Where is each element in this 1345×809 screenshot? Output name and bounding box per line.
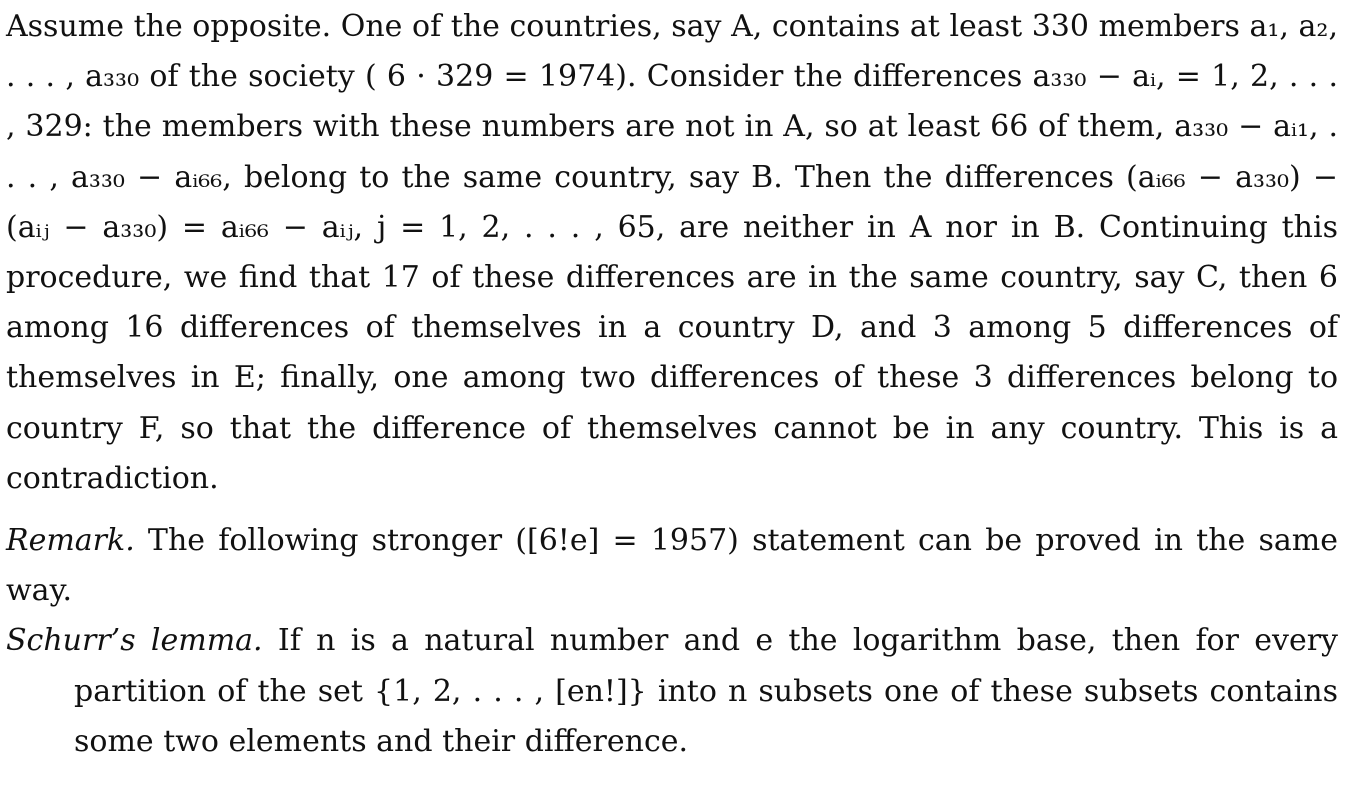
remark-text: The following stronger ([6!e] = 1957) statement can be proved in the same way.: [6, 523, 1338, 609]
lemma-text: If n is a natural number and e the logarithm base, then for every partition of the set {1, 2, . . . , [en!]} into n subsets one of these subsets contains some two elements and their difference.: [74, 623, 1338, 759]
lemma-paragraph: [6, 616, 1338, 767]
document-page: [6, 0, 1338, 767]
remark-label: Remark.: [6, 523, 135, 559]
lemma-label: Schurr’s lemma.: [6, 623, 263, 659]
proof-paragraph: Assume the opposite. One of the countries, say A, contains at least 330 members a₁, a₂, . . . , a₃₃₀ of the society ( 6 · 329 = 1974). Consider the differences a₃₃₀ − aᵢ, = 1, 2, . . . , 329: the members with these numbers are not in A, so at least 66 of them, a₃₃₀ − aᵢ₁, . . . , a₃₃₀ − aᵢ₆₆, belong to the same country, say B. Then the differences (aᵢ₆₆ − a₃₃₀) − (aᵢⱼ − a₃₃₀) = aᵢ₆₆ − aᵢⱼ, j = 1, 2, . . . , 65, are neither in A nor in B. Continuing this procedure, we find that 17 of these differences are in the same country, say C, then 6 among 16 differences of themselves in a country D, and 3 among 5 differences of themselves in E; finally, one among two differences of these 3 differences belong to country F, so that the difference of themselves cannot be in any country. This is a contradiction.: [6, 9, 1338, 496]
remark-paragraph: [6, 516, 1338, 616]
